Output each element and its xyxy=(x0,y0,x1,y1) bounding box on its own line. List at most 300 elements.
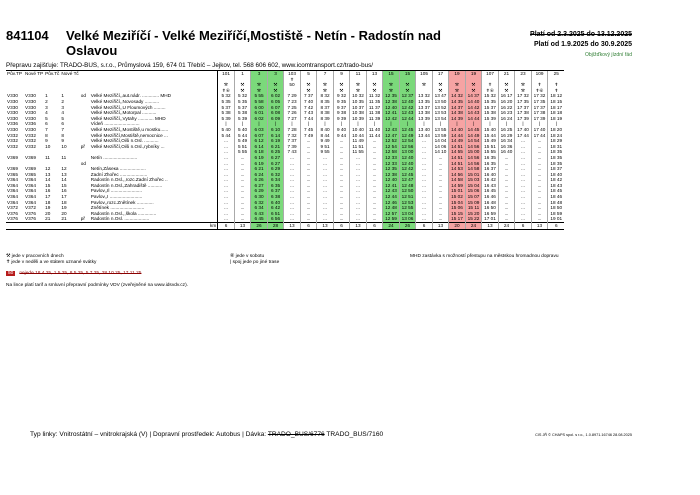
legend-mid xyxy=(230,254,279,266)
departure-time: 7 25 xyxy=(284,105,301,111)
stop-new: 4 xyxy=(61,110,65,116)
departure-time: ... xyxy=(416,194,433,200)
trip-cell: 5 xyxy=(300,71,317,77)
departure-time: 15 06 xyxy=(449,205,466,211)
departure-time: 14 38 xyxy=(449,110,466,116)
trip-cell: 107 xyxy=(482,71,499,77)
trip-cell: 13 xyxy=(366,71,383,77)
departure-time: 6 26 xyxy=(251,177,268,183)
departure-time: ⚒ xyxy=(383,88,400,94)
departure-time: 8 35 xyxy=(317,99,334,105)
trip-cell: ⚒ xyxy=(333,82,350,88)
departure-time: 12 48 xyxy=(399,183,416,189)
departure-time: ... xyxy=(366,183,383,189)
stop-old: 5 xyxy=(45,115,48,121)
departure-time: 7 39 xyxy=(284,144,301,150)
departure-time: 12 52 xyxy=(383,138,400,144)
stop-new: 2 xyxy=(61,98,65,104)
departure-time: ... xyxy=(218,155,235,161)
departure-time: 5 32 xyxy=(234,93,251,99)
departure-time: 6 51 xyxy=(267,211,284,217)
departure-time: 16 22 xyxy=(498,105,515,111)
departure-time: ... xyxy=(416,211,433,217)
departure-time: ... xyxy=(300,177,317,183)
departure-time: 14 39 xyxy=(449,116,466,122)
km-value: 6 xyxy=(218,223,235,230)
km-value: 6 xyxy=(416,223,433,230)
departure-time: 5 39 xyxy=(234,116,251,122)
departure-time: 14 54 xyxy=(465,138,482,144)
departure-time: 14 37 xyxy=(465,93,482,99)
departure-time: ... xyxy=(366,161,383,167)
stop-new: 14 xyxy=(61,177,67,183)
departure-time: ... xyxy=(317,172,334,178)
departure-time: 12 41 xyxy=(383,183,400,189)
departure-time: 6 21 xyxy=(251,166,268,172)
stop-old: 3 xyxy=(45,104,48,110)
legend-mhd: MHD zastávka s možností přestupu na městskou hromadnou dopravu xyxy=(410,254,559,259)
stop-name: Netín .......................... xyxy=(90,155,218,161)
departure-time: ... xyxy=(300,166,317,172)
departure-time: ⚒ xyxy=(515,88,532,94)
departure-time: 10 37 xyxy=(350,105,367,111)
departure-time: ... xyxy=(218,205,235,211)
validity-block xyxy=(530,30,632,60)
departure-time: ... xyxy=(333,149,350,155)
departure-time: 17 40 xyxy=(531,127,548,133)
departure-time: 12 37 xyxy=(399,93,416,99)
restriction-text: nejede 18.4.25, 1.5.25, 8.5.25, 5.7.25, 28.10.25, 17.11.25 xyxy=(19,271,142,276)
departure-time: 6 19 xyxy=(251,161,268,167)
departure-time: 18 43 xyxy=(548,183,565,189)
departure-time: 16 24 xyxy=(498,116,515,122)
departure-time: ... xyxy=(284,172,301,178)
km-blank xyxy=(6,223,24,230)
departure-time: ... xyxy=(515,166,532,172)
stop-flag: př xyxy=(80,216,85,222)
departure-time: 13 32 xyxy=(416,93,433,99)
trip-cell: ⚒ xyxy=(449,82,466,88)
col-head: Pův.Tč xyxy=(45,71,60,76)
departure-time: 14 51 xyxy=(449,161,466,167)
trip-cell: 15 xyxy=(399,71,416,77)
zone-old: V330 xyxy=(7,110,18,116)
departure-time: 15 11 xyxy=(465,205,482,211)
trip-cell: 9 xyxy=(333,71,350,77)
trip-cell: ⚒ xyxy=(234,82,251,88)
departure-time: ... xyxy=(515,211,532,217)
departure-time: ... xyxy=(333,188,350,194)
departure-time: | xyxy=(515,121,532,127)
departure-time: 6 40 xyxy=(267,200,284,206)
departure-time: 12 40 xyxy=(399,155,416,161)
zone-old: V332 xyxy=(7,143,18,149)
departure-time: ... xyxy=(432,188,449,194)
trip-cell: 3 xyxy=(267,71,284,77)
departure-time: 18 17 xyxy=(548,105,565,111)
stop-flag: od xyxy=(80,93,86,99)
departure-time: ... xyxy=(333,211,350,217)
departure-time: | xyxy=(465,121,482,127)
departure-time: ... xyxy=(284,205,301,211)
trip-cell: ✝ xyxy=(548,82,565,88)
km-value: 26 xyxy=(251,223,268,230)
departure-time: ... xyxy=(234,177,251,183)
departure-time: 18 19 xyxy=(548,116,565,122)
trip-cell: 105 xyxy=(416,71,433,77)
zone-new: V365 xyxy=(25,171,36,177)
departure-time: 15 01 xyxy=(465,172,482,178)
departure-time: 13 40 xyxy=(416,127,433,133)
departure-time: ... xyxy=(366,177,383,183)
departure-time: 12 46 xyxy=(383,200,400,206)
departure-time: 8 40 xyxy=(317,127,334,133)
departure-time: ... xyxy=(531,138,548,144)
stop-name: Pavlov,,rozc.Znětínek ............. xyxy=(90,200,218,206)
departure-time: ... xyxy=(333,161,350,167)
departure-time: ⚒ xyxy=(234,88,251,94)
zone-old: V364 xyxy=(7,194,18,200)
stop-old: 18 xyxy=(45,199,51,205)
departure-time: ... xyxy=(366,194,383,200)
departure-time: ... xyxy=(284,166,301,172)
departure-time: ... xyxy=(350,211,367,217)
departure-time: 12 44 xyxy=(383,194,400,200)
departure-time: ... xyxy=(350,205,367,211)
departure-time: ... xyxy=(218,177,235,183)
trip-cell: ⚒ xyxy=(498,82,515,88)
zone-new: V369 xyxy=(25,166,36,172)
departure-time: ✝ xyxy=(548,88,565,94)
departure-time: 10 35 xyxy=(350,99,367,105)
departure-time: 14 42 xyxy=(465,105,482,111)
departure-time: 11 39 xyxy=(366,116,383,122)
departure-time: 11 35 xyxy=(366,99,383,105)
trip-cell: 50 xyxy=(284,82,301,88)
departure-time: 6 00 xyxy=(251,105,268,111)
departure-time: 14 49 xyxy=(465,133,482,139)
departure-time: 16 46 xyxy=(482,194,499,200)
departure-time: 17 44 xyxy=(531,133,548,139)
departure-time: 6 30 xyxy=(251,194,268,200)
stop-new: 10 xyxy=(61,143,67,149)
legend-left xyxy=(6,254,96,266)
trip-cell: 109 xyxy=(531,71,548,77)
departure-time: 5 40 xyxy=(234,127,251,133)
footer-new-batch: TRADO_BUS/7160 xyxy=(324,431,384,438)
departure-time: | xyxy=(548,121,565,127)
departure-time: 16 35 xyxy=(482,161,499,167)
zone-old: V332 xyxy=(7,132,18,138)
departure-time: 6 07 xyxy=(267,105,284,111)
departure-time: ... xyxy=(432,161,449,167)
departure-time: 6 19 xyxy=(251,155,268,161)
departure-time: ... xyxy=(531,172,548,178)
departure-time: 6 07 xyxy=(251,133,268,139)
departure-time: 13 54 xyxy=(432,116,449,122)
departure-time: | xyxy=(300,121,317,127)
departure-time: | xyxy=(383,121,400,127)
departure-time: 5 35 xyxy=(234,99,251,105)
departure-time: | xyxy=(399,121,416,127)
stop-name: Radostín n.Osl.,Zahradiště ........... xyxy=(90,183,218,189)
km-blank xyxy=(24,223,44,230)
departure-time: ⚒ xyxy=(465,88,482,94)
departure-time: 18 46 xyxy=(548,194,565,200)
departure-time: ... xyxy=(317,194,334,200)
departure-time: 8 37 xyxy=(317,105,334,111)
legend-workdays: ⚒ jede v pracovních dnech xyxy=(6,254,64,259)
zone-old: V376 xyxy=(7,216,18,222)
km-value: 6 xyxy=(366,223,383,230)
restriction-tag: 50 xyxy=(8,271,14,276)
departure-time: ... xyxy=(416,166,433,172)
departure-time: 13 50 xyxy=(432,99,449,105)
departure-time: ... xyxy=(498,216,515,222)
departure-time: 8 32 xyxy=(317,93,334,99)
departure-time: ... xyxy=(284,183,301,189)
departure-time: ... xyxy=(284,177,301,183)
departure-time: ... xyxy=(333,205,350,211)
departure-time: 14 06 xyxy=(432,144,449,150)
departure-time: 6 10 xyxy=(267,127,284,133)
km-label: km xyxy=(90,223,218,230)
trip-cell: 17 xyxy=(432,71,449,77)
zone-old: V365 xyxy=(7,171,18,177)
departure-time: ... xyxy=(498,161,515,167)
departure-time: ... xyxy=(317,177,334,183)
departure-time: 6 42 xyxy=(267,205,284,211)
stop-name: Zadní Zhořec ..................... xyxy=(90,172,218,178)
departure-time: 14 10 xyxy=(432,149,449,155)
km-value: 13 xyxy=(284,223,301,230)
departure-time: 18 35 xyxy=(548,161,565,167)
departure-time: 11 51 xyxy=(350,144,367,150)
departure-time: 6 18 xyxy=(251,149,268,155)
departure-time: ... xyxy=(218,211,235,217)
departure-time: ... xyxy=(300,161,317,167)
departure-time: 19 01 xyxy=(548,216,565,222)
departure-time: 10 32 xyxy=(350,93,367,99)
departure-time: ... xyxy=(218,138,235,144)
departure-time: 7 44 xyxy=(300,116,317,122)
departure-time: 16 40 xyxy=(498,149,515,155)
zone-new: V332 xyxy=(25,143,36,149)
departure-time: 5 58 xyxy=(251,99,268,105)
stop-old: 13 xyxy=(45,171,51,177)
km-value: 24 xyxy=(498,223,515,230)
stop-new: 7 xyxy=(61,126,65,132)
departure-time: 17 37 xyxy=(515,105,532,111)
departure-time: 14 53 xyxy=(449,166,466,172)
departure-time: 18 48 xyxy=(548,200,565,206)
departure-time: 5 38 xyxy=(234,110,251,116)
stop-old: 12 xyxy=(45,166,51,172)
trip-cell: 21 xyxy=(498,71,515,77)
departure-time: 12 50 xyxy=(399,188,416,194)
departure-time: ... xyxy=(234,211,251,217)
departure-time: 16 42 xyxy=(482,177,499,183)
stop-old: 19 xyxy=(45,205,51,211)
footer-line xyxy=(30,431,383,438)
departure-time: ... xyxy=(531,183,548,189)
departure-time: ... xyxy=(300,200,317,206)
stop-name: Velké Meziříčí,Oiši n.Osl. ........... xyxy=(90,138,218,144)
departure-time: 8 44 xyxy=(317,133,334,139)
footer-old-batch: TRADO_BUS/6776 xyxy=(267,431,325,438)
restriction-note xyxy=(6,271,141,276)
stop-name: Pavlov,,Il ........................ xyxy=(90,188,218,194)
departure-time: 17 40 xyxy=(515,127,532,133)
departure-time: ... xyxy=(432,211,449,217)
departure-time: ... xyxy=(218,144,235,150)
departure-time: ✝⑥ xyxy=(482,88,499,94)
departure-time: 9 39 xyxy=(333,116,350,122)
trip-cell: ⚒ xyxy=(317,82,334,88)
departure-time: 16 40 xyxy=(482,172,499,178)
departure-time: 18 35 xyxy=(548,149,565,155)
departure-time: ... xyxy=(333,183,350,189)
departure-time: ... xyxy=(350,200,367,206)
departure-time: 12 40 xyxy=(383,177,400,183)
departure-time: 5 32 xyxy=(218,93,235,99)
departure-time: 14 40 xyxy=(449,127,466,133)
departure-time: 12 54 xyxy=(383,144,400,150)
departure-time: 15 37 xyxy=(482,105,499,111)
departure-time: 12 47 xyxy=(383,133,400,139)
trip-cell: 3 xyxy=(251,71,268,77)
departure-time: ⚒ xyxy=(317,88,334,94)
zone-old: V364 xyxy=(7,188,18,194)
departure-time: ... xyxy=(366,188,383,194)
departure-time: 6 34 xyxy=(251,205,268,211)
departure-time: 12 42 xyxy=(383,116,400,122)
departure-time: 14 58 xyxy=(465,166,482,172)
departure-time: ⚒ xyxy=(300,88,317,94)
km-blank xyxy=(44,223,60,230)
departure-time: 7 49 xyxy=(300,133,317,139)
departure-time: ... xyxy=(300,205,317,211)
zone-new: V372 xyxy=(25,205,36,211)
departure-time: ... xyxy=(432,166,449,172)
departure-time: ... xyxy=(515,149,532,155)
departure-time: 12 45 xyxy=(399,172,416,178)
departure-time: ... xyxy=(333,172,350,178)
departure-time: ... xyxy=(531,205,548,211)
departure-time: 18 45 xyxy=(548,188,565,194)
departure-time: 5 37 xyxy=(234,105,251,111)
departure-time: | xyxy=(482,121,499,127)
stop-old: 11 xyxy=(45,154,51,160)
departure-time: ... xyxy=(317,200,334,206)
departure-time: 6 14 xyxy=(251,144,268,150)
stop-new: 5 xyxy=(61,115,65,121)
departure-time: 12 33 xyxy=(383,155,400,161)
departure-time: ⚒ xyxy=(498,88,515,94)
departure-time: ... xyxy=(317,211,334,217)
stop-name: Velké Meziříčí,,U Floumových ......... xyxy=(90,105,218,111)
departure-time: 7 43 xyxy=(284,149,301,155)
stop-new: 11 xyxy=(61,154,67,160)
departure-time: 16 20 xyxy=(498,99,515,105)
departure-time: 13 55 xyxy=(432,127,449,133)
departure-time: ... xyxy=(218,149,235,155)
legend-other-route: | spoj jede po jiné trase xyxy=(230,260,280,265)
departure-time: 8 38 xyxy=(317,110,334,116)
zone-old: V372 xyxy=(7,205,18,211)
departure-time: ⚒ xyxy=(333,88,350,94)
departure-time: 15 09 xyxy=(465,200,482,206)
validity-new: Platí od 1.9.2025 do 30.9.2025 xyxy=(533,41,632,48)
departure-time: | xyxy=(251,121,268,127)
departure-time: 7 32 xyxy=(284,133,301,139)
departure-time: 10 40 xyxy=(350,127,367,133)
departure-time: 6 27 xyxy=(251,183,268,189)
departure-time: ... xyxy=(366,172,383,178)
trip-cell: ⚒ xyxy=(218,82,235,88)
trip-cell: ⚒ xyxy=(416,82,433,88)
zone-new: V364 xyxy=(25,188,36,194)
departure-time: 15 35 xyxy=(482,99,499,105)
col-head: Pův.TP xyxy=(7,71,23,76)
departure-time: 12 51 xyxy=(399,194,416,200)
trip-cell: 103 xyxy=(284,71,301,77)
stop-new: 18 xyxy=(61,199,67,205)
trip-cell: 7 xyxy=(317,71,334,77)
departure-time: | xyxy=(333,121,350,127)
zone-new: V330 xyxy=(25,115,36,121)
departure-time: ... xyxy=(366,211,383,217)
departure-time: | xyxy=(366,121,383,127)
stop-old: 15 xyxy=(45,182,51,188)
km-blank xyxy=(80,223,90,230)
departure-time: ... xyxy=(218,161,235,167)
departure-time: 15 17 xyxy=(449,216,466,222)
departure-time: 14 40 xyxy=(465,99,482,105)
departure-time: 13 00 xyxy=(399,149,416,155)
zone-old: V330 xyxy=(7,115,18,121)
departure-time: 16 34 xyxy=(498,138,515,144)
trip-cell: 19 xyxy=(465,71,482,77)
departure-time: 12 53 xyxy=(399,200,416,206)
departure-time: 12 57 xyxy=(383,211,400,217)
departure-time: ... xyxy=(498,172,515,178)
departure-time: ... xyxy=(234,155,251,161)
departure-time: ... xyxy=(432,172,449,178)
col-head: Nové TP xyxy=(25,71,44,76)
departure-time: ... xyxy=(515,144,532,150)
departure-time: 12 40 xyxy=(399,161,416,167)
departure-time: 14 45 xyxy=(465,127,482,133)
departure-time: 15 40 xyxy=(482,127,499,133)
departure-time: ... xyxy=(498,183,515,189)
departure-time: 6 09 xyxy=(267,116,284,122)
departure-time: 5 38 xyxy=(218,110,235,116)
departure-time: 15 39 xyxy=(482,116,499,122)
departure-time: 6 12 xyxy=(251,138,268,144)
departure-time: ... xyxy=(416,183,433,189)
departure-time: 5 44 xyxy=(218,133,235,139)
departure-time: 13 47 xyxy=(432,93,449,99)
departure-time: 13 52 xyxy=(432,105,449,111)
stop-name: Radostín n.Osl.,,rozc.Zadní Zhořec .. xyxy=(90,177,218,183)
zone-new: V376 xyxy=(25,216,36,222)
departure-time: ... xyxy=(416,188,433,194)
departure-time: 12 35 xyxy=(383,93,400,99)
departure-time: 11 55 xyxy=(350,149,367,155)
departure-time: 15 51 xyxy=(482,144,499,150)
departure-time: 18 50 xyxy=(548,205,565,211)
